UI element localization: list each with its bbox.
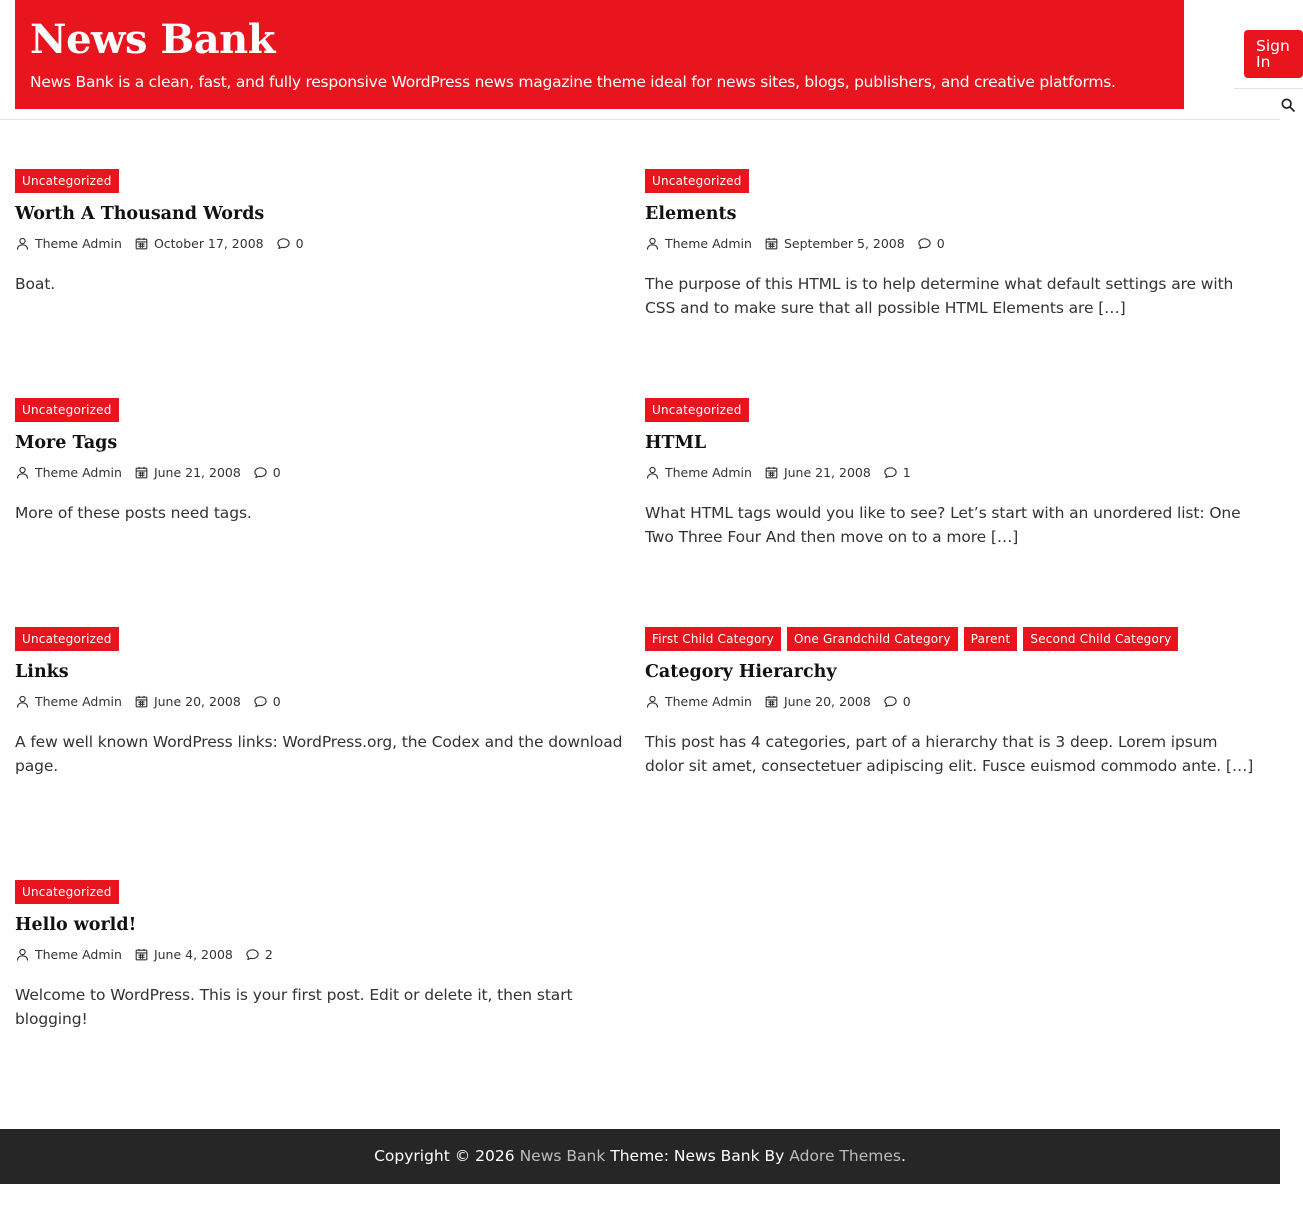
site-header [0,0,1280,120]
site-title[interactable]: News Bank [30,16,275,63]
user-icon [645,694,665,709]
site-footer [0,1129,1280,1184]
calendar-icon [134,947,154,962]
author-name[interactable]: Theme Admin [665,464,752,480]
post-author[interactable] [645,694,752,709]
post-meta [15,692,625,710]
author-name[interactable]: Theme Admin [35,235,122,251]
category-tag[interactable]: One Grandchild Category [787,627,958,651]
post-author[interactable] [645,236,752,251]
comment-icon [253,465,273,480]
post-excerpt: The purpose of this HTML is to help determine what default settings are with CSS and to make sure that all possible HTML Elements are […] [645,275,1234,317]
post-date[interactable] [134,947,233,962]
comment-icon [253,694,273,709]
post-excerpt: Welcome to WordPress. This is your first post. Edit or delete it, then start blogging! [15,986,573,1028]
post-author[interactable] [645,465,752,480]
post-comments[interactable] [883,694,911,709]
post-card [15,169,625,296]
search-bar [1234,88,1303,119]
post-comments[interactable] [883,465,911,480]
comment-icon [883,694,903,709]
category-tag[interactable]: Uncategorized [15,627,119,651]
author-name[interactable]: Theme Admin [665,235,752,251]
post-card [645,169,1255,320]
post-comments[interactable] [917,236,945,251]
post-excerpt: Boat. [15,275,56,293]
post-excerpt: A few well known WordPress links: WordPress.org, the Codex and the download page. [15,733,623,775]
post-comments[interactable] [276,236,304,251]
post-date[interactable] [134,694,241,709]
comment-count[interactable]: 0 [295,235,304,251]
comment-count[interactable]: 0 [272,693,281,709]
post-title[interactable]: HTML [645,433,707,453]
post-comments[interactable] [253,465,281,480]
post-meta [645,234,1255,252]
comment-count[interactable]: 0 [272,464,281,480]
date-text[interactable]: June 20, 2008 [783,693,871,709]
post-meta [15,945,625,963]
post-date[interactable] [764,694,871,709]
category-tag[interactable]: First Child Category [645,627,781,651]
post-meta [645,692,1255,710]
author-name[interactable]: Theme Admin [35,693,122,709]
post-title[interactable]: Hello world! [15,915,137,935]
author-name[interactable]: Theme Admin [35,464,122,480]
user-icon [15,694,35,709]
post-categories [645,398,1255,422]
comment-icon [883,465,903,480]
search-icon[interactable] [1280,97,1296,113]
post-author[interactable] [15,694,122,709]
comment-count[interactable]: 1 [902,464,911,480]
calendar-icon [764,236,784,251]
user-icon [645,465,665,480]
category-tag[interactable]: Second Child Category [1023,627,1178,651]
post-meta [645,463,1255,481]
post-card [645,398,1255,549]
calendar-icon [764,694,784,709]
comment-count[interactable]: 0 [902,693,911,709]
post-author[interactable] [15,465,122,480]
post-title[interactable]: Category Hierarchy [645,662,837,682]
sign-in-button[interactable]: Sign In [1244,30,1303,78]
category-tag[interactable]: Parent [964,627,1018,651]
post-categories [15,880,625,904]
post-title[interactable]: More Tags [15,433,118,453]
calendar-icon [134,694,154,709]
date-text[interactable]: October 17, 2008 [153,235,264,251]
post-title[interactable]: Elements [645,204,737,224]
post-categories [645,169,1255,193]
comment-count[interactable]: 2 [264,946,273,962]
user-icon [15,236,35,251]
date-text[interactable]: June 21, 2008 [783,464,871,480]
comment-icon [917,236,937,251]
author-name[interactable]: Theme Admin [35,946,122,962]
category-tag[interactable]: Uncategorized [15,880,119,904]
post-comments[interactable] [253,694,281,709]
post-meta [15,463,625,481]
comment-icon [276,236,296,251]
date-text[interactable]: June 21, 2008 [153,464,241,480]
footer-copyright: Copyright © 2026 [374,1147,515,1165]
user-icon [645,236,665,251]
post-card [15,880,625,1031]
post-date[interactable] [134,465,241,480]
post-excerpt: This post has 4 categories, part of a hierarchy that is 3 deep. Lorem ipsum dolor sit amet, consectetuer adipiscing elit. Fusce euismod commodo ante. […] [645,733,1254,775]
user-icon [15,947,35,962]
post-categories [15,169,625,193]
comment-count[interactable]: 0 [936,235,945,251]
calendar-icon [134,236,154,251]
brand-banner [15,0,1184,109]
footer-suffix: . [900,1147,906,1165]
post-categories [15,398,625,422]
category-tag[interactable]: Uncategorized [645,169,749,193]
post-date[interactable] [134,236,264,251]
author-name[interactable]: Theme Admin [665,693,752,709]
calendar-icon [134,465,154,480]
post-excerpt: What HTML tags would you like to see? Let’s start with an unordered list: One Two Three Four And then move on to a more […] [645,504,1241,546]
post-categories [15,627,625,651]
post-meta [15,234,625,252]
footer-theme-author-link[interactable]: Adore Themes [789,1147,901,1165]
user-icon [15,465,35,480]
post-author[interactable] [15,236,122,251]
category-tag[interactable]: Uncategorized [645,398,749,422]
post-card [645,627,1255,778]
post-author[interactable] [15,947,122,962]
post-excerpt: More of these posts need tags. [15,504,252,522]
post-categories [645,627,1255,651]
footer-site-link[interactable]: News Bank [519,1147,606,1165]
category-tag[interactable]: Uncategorized [15,169,119,193]
site-tagline: News Bank is a clean, fast, and fully responsive WordPress news magazine theme ideal for news sites, blogs, publishers, and creative platforms. [30,73,1116,91]
post-date[interactable] [764,236,905,251]
post-card [15,398,625,525]
date-text[interactable]: June 4, 2008 [153,946,233,962]
footer-theme-text: Theme: News Bank By [610,1147,785,1165]
post-comments[interactable] [245,947,273,962]
category-tag[interactable]: Uncategorized [15,398,119,422]
post-date[interactable] [764,465,871,480]
calendar-icon [764,465,784,480]
post-title[interactable]: Links [15,662,69,682]
post-card [15,627,625,778]
date-text[interactable]: September 5, 2008 [783,235,905,251]
date-text[interactable]: June 20, 2008 [153,693,241,709]
comment-icon [245,947,265,962]
post-title[interactable]: Worth A Thousand Words [15,204,265,224]
